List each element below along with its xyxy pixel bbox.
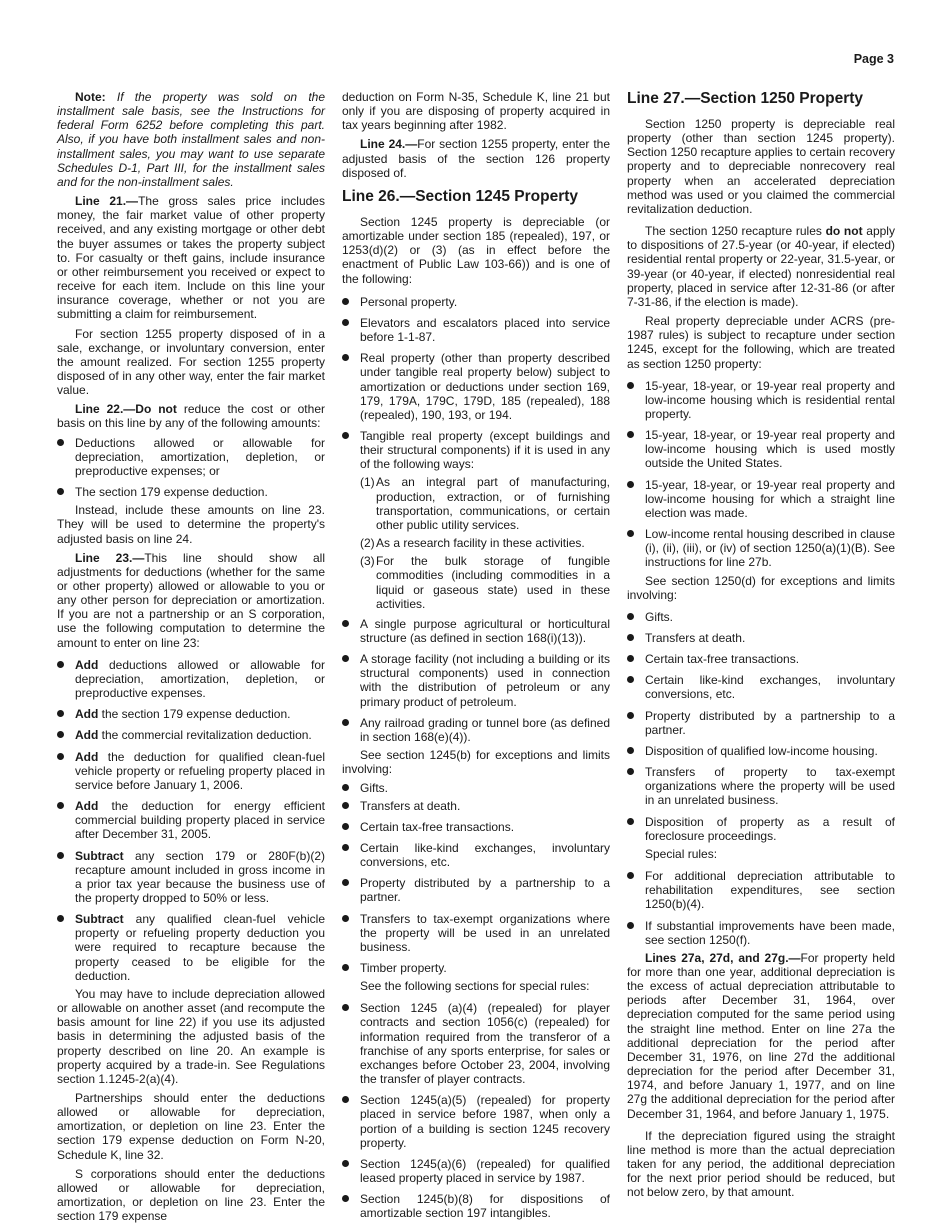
bullet-icon (57, 753, 64, 760)
list-item: Add the deduction for energy efficient commercial building property placed in service after December 31, 2005. (57, 799, 325, 841)
list-item: Transfers to tax-exempt organizations where the property will be used in an unrelated business. (342, 912, 610, 954)
see-1250d-paragraph: See section 1250(d) for exceptions and limits involving: (627, 573, 895, 602)
bullet-icon (342, 915, 349, 922)
bullet-icon (57, 710, 64, 717)
list-item: Add the section 179 expense deduction. (57, 707, 325, 721)
list-item: Timber property. (342, 961, 610, 975)
list-item: 15-year, 18-year, or 19-year real property and low-income housing which is residential rental property. (627, 379, 895, 421)
bullet-icon (57, 439, 64, 446)
list-item: Add the commercial revitalization deduction. (57, 728, 325, 742)
section-1245-heading: Line 26.—Section 1245 Property (342, 187, 579, 205)
bullet-icon (627, 818, 634, 825)
list-item: (2) As a research facility in these activities. (360, 536, 585, 551)
special-rules-intro: See the following sections for special rules: (360, 979, 590, 994)
bullet-icon (342, 319, 349, 326)
list-item: Section 1245(a)(5) (repealed) for property placed in service before 1987, when only a portion of a building is section 1245 recovery property. (342, 1093, 610, 1150)
bullet-icon (57, 802, 64, 809)
bullet-icon (342, 620, 349, 627)
bullet-icon (342, 1096, 349, 1103)
special-rules-list (627, 869, 895, 947)
page-number: Page 3 (853, 52, 894, 66)
bullet-icon (342, 298, 349, 305)
line24-paragraph: Line 24.—For section 1255 property, enter the adjusted basis of the section 126 property disposed of. (342, 137, 611, 180)
list-item: Section 1245(a)(6) (repealed) for qualified leased property placed in service by 1987. (342, 1157, 610, 1185)
straight-line-paragraph: If the depreciation figured using the straight line method is more than the actual depreciation taken for any period, the additional depreciation for the next prior period should be reduced, but not below zero, by that amount. (627, 1128, 895, 1200)
list-item: Low-income rental housing described in clause (i), (ii), (iii), or (iv) of section 1250(a)(1)(B). See instructions for line 27b. (627, 527, 895, 569)
bullet-icon (627, 530, 634, 537)
list-item: Gifts. (342, 781, 610, 795)
exceptions-list (342, 781, 610, 975)
bullet-icon (627, 712, 634, 719)
bullet-icon (342, 879, 349, 886)
bullet-icon (342, 823, 349, 830)
list-item: Certain like-kind exchanges, involuntary conversions, etc. (627, 673, 895, 701)
list-item: Property distributed by a partnership to a partner. (627, 709, 895, 737)
see-1245b-paragraph: See section 1245(b) for exceptions and limits involving: (342, 748, 610, 777)
line21-paragraph: Line 21.—The gross sales price includes money, the fair market value of other property received, and any existing mortgage or other debt the buyer assumes or takes the property subject to. For casualty or theft gains, include insurance or other reimbursement you received or expect to receive for each item. Include on this line your insurance coverage, whether or not you are submitting a claim for reimbursement. (57, 194, 325, 322)
bullet-icon (627, 922, 634, 929)
bullet-icon (627, 872, 634, 879)
bullet-icon (627, 431, 634, 438)
list-item: Section 1245 (a)(4) (repealed) for player contracts and section 1056(c) (repealed) for information required from the transferor of a franchise of any sports enterprise, for sales or exchanges before October 23, 2004, involving the transfer of player contracts. (342, 1001, 610, 1086)
bullet-icon (342, 802, 349, 809)
numbered-list (360, 475, 610, 610)
list-item: Disposition of qualified low-income housing. (627, 744, 895, 758)
include-depreciation-paragraph: You may have to include depreciation allowed or allowable on another asset (and recompute the basis amount for line 22) if you use its adjusted basis in determining the adjusted basis of the property described on line 20. An example is property acquired by a trade-in. See Regulations section 1.1245-2(a)(4). (57, 986, 325, 1086)
bullet-icon (57, 731, 64, 738)
list-item: Add deductions allowed or allowable for depreciation, amortization, depletion, or preproductive expenses. (57, 658, 325, 700)
line23-paragraph: Line 23.—This line should show all adjustments for deductions (whether for the same or other property) allowed or allowable to you or any other person for depreciation or amortization. If you are not a partnership or an S corporation, use the following computation to determine the amount to enter on line 23: (57, 550, 325, 650)
bullet-icon (342, 655, 349, 662)
list-item: Certain tax-free transactions. (627, 652, 895, 666)
list-item: Any railroad grading or tunnel bore (as defined in section 168(e)(4)). (342, 716, 610, 744)
bullet-icon (342, 784, 349, 791)
bullet-icon (57, 488, 64, 495)
column-1 (57, 90, 325, 1228)
bullet-icon (342, 1004, 349, 1011)
continued-paragraph: deduction on Form N-35, Schedule K, line 21 but only if you are disposing of property acquired in tax years beginning after 1982. (342, 90, 610, 133)
bullet-icon (627, 382, 634, 389)
list-item: (3) For the bulk storage of fungible commodities (including commodities in a liquid or gaseous state) used in these activities. (360, 554, 610, 611)
lines27-paragraph: Lines 27a, 27d, and 27g.—For property held for more than one year, additional depreciation is the excess of actual depreciation attributable to periods after December 31, 1964, over depreciation computed for the same period using the straight line method. Enter on line 27a the additional depreciation for the period after December 31, 1976, on line 27d the additional depreciation for the period after December 31, 1974, and before January 1, 1977, and on line 27g the additional depreciation for the period after December 31, 1964, and before January 1, 1975. (627, 950, 895, 1121)
bullet-icon (342, 1195, 349, 1202)
list-item: Subtract any qualified clean-fuel vehicle property or refueling property deduction you were required to recapture because the property ceased to be eligible for the deduction. (57, 912, 325, 983)
bullet-icon (342, 964, 349, 971)
bullet-icon (627, 655, 634, 662)
list-item: A single purpose agricultural or horticultural structure (as defined in section 168(i)(13)). (342, 617, 610, 645)
bullet-icon (57, 915, 64, 922)
line22-instead-paragraph: Instead, include these amounts on line 23. They will be used to determine the property's adjusted basis on line 24. (57, 503, 325, 546)
bullet-icon (627, 768, 634, 775)
list-item: Add the deduction for qualified clean-fuel vehicle property or refueling property placed in service before January 1, 2006. (57, 750, 325, 792)
special-rules-label: Special rules: (645, 846, 718, 861)
bullet-icon (342, 1160, 349, 1167)
bullet-icon (627, 481, 634, 488)
recapture-rules-paragraph: The section 1250 recapture rules do not apply to dispositions of 27.5-year (or 40-year, if elected) residential rental property or 22-year, 31.5-year, or 39-year (or 40-year, if elected) nonresidential real property, placed in service after 12-31-86 (or after 7-31-86, if the election is made). (627, 224, 895, 309)
bullet-icon (627, 747, 634, 754)
bullet-icon (342, 719, 349, 726)
list-item: Transfers at death. (627, 631, 895, 645)
list-item: Elevators and escalators placed into service before 1-1-87. (342, 316, 610, 344)
list-item: Tangible real property (except buildings and their structural components) if it is used in any of the following ways: (342, 429, 610, 471)
list-item: For additional depreciation attributable to rehabilitation expenditures, see section 1250(b)(4). (627, 869, 895, 911)
list-item: Subtract any section 179 or 280F(b)(2) recapture amount included in gross income in a prior tax year because the business use of the property dropped to 50% or less. (57, 849, 325, 906)
section-1245-list (342, 295, 610, 472)
section-1250-intro: Section 1250 property is depreciable real property (other than section 1245 property). Section 1250 recapture applies to certain recovery property and to depreciable nonrecovery real property when an accelerated depreciation method was used or you claimed the commercial revitalization deduction. (627, 117, 895, 216)
list-item: Personal property. (342, 295, 610, 309)
list-item: 15-year, 18-year, or 19-year real property and low-income housing which is used mostly outside the United States. (627, 428, 895, 470)
s-corporations-paragraph: S corporations should enter the deductions allowed or allowable for depreciation, amortization, or depletion on line 23. Enter the section 179 expense (57, 1166, 325, 1224)
list-item: Deductions allowed or allowable for depreciation, amortization, depletion, or preproductive expenses; or (57, 436, 325, 478)
bullet-icon (342, 432, 349, 439)
section-1255-paragraph: For section 1255 property disposed of in a sale, exchange, or involuntary conversion, enter the amount realized. For section 1255 property disposed of in any other way, enter the fair market value. (57, 326, 325, 398)
bullet-icon (57, 661, 64, 668)
list-item: Disposition of property as a result of foreclosure proceedings. (627, 815, 895, 843)
column-3 (627, 90, 895, 1204)
column-2 (342, 90, 610, 1227)
list-item: A storage facility (not including a building or its structural components) used in connection with the distribution of petroleum or any primary product of petroleum. (342, 652, 610, 709)
bullet-icon (57, 852, 64, 859)
partnerships-paragraph: Partnerships should enter the deductions allowed or allowable for depreciation, amortization, or depletion on line 23. Enter the section 179 expense deduction on Form N-20, Schedule K, line 32. (57, 1091, 325, 1162)
list-item: Section 1245(b)(8) for dispositions of amortizable section 197 intangibles. (342, 1192, 610, 1220)
list-item: 15-year, 18-year, or 19-year real property and low-income housing for which a straight line election was made. (627, 478, 895, 520)
list-item: Transfers of property to tax-exempt organizations where the property will be used in an unrelated business. (627, 765, 895, 807)
bullet-icon (627, 676, 634, 683)
list-item: Property distributed by a partnership to a partner. (342, 876, 610, 904)
note-paragraph: Note: If the property was sold on the installment sale basis, see the Instructions for federal Form 6252 before completing this part. Also, if you have both installment sales and non-installment sales, you may want to use separate Schedules D-1, Part III, for the installment sales and for the non-installment sales. (57, 90, 325, 189)
list-item: (1) As an integral part of manufacturing, production, extraction, or of furnishing transportation, communications, or certain other public utility services. (360, 475, 610, 532)
line22-list (57, 436, 325, 500)
line23-list (57, 658, 325, 983)
bullet-icon (342, 354, 349, 361)
acrs-paragraph: Real property depreciable under ACRS (pre-1987 rules) is subject to recapture under section 1245, except for the following, which are treated as section 1250 property: (627, 314, 895, 371)
list-item: Gifts. (627, 610, 895, 624)
section-1245-intro: Section 1245 property is depreciable (or amortizable under section 185 (repealed), 197, or 1253(d)(2) or (3) (as in effect before the enactment of Public Law 103-66)) and is one of the following: (342, 214, 610, 286)
list-item: Certain like-kind exchanges, involuntary conversions, etc. (342, 841, 610, 869)
list-item: Certain tax-free transactions. (342, 820, 610, 834)
list-item: If substantial improvements have been made, see section 1250(f). (627, 919, 895, 947)
list-item: The section 179 expense deduction. (57, 485, 325, 499)
bullet-icon (627, 634, 634, 641)
section-1245-list-b (342, 617, 610, 744)
acrs-list (627, 379, 895, 570)
list-item: Transfers at death. (342, 799, 610, 813)
bullet-icon (342, 844, 349, 851)
section-1250-heading: Line 27.—Section 1250 Property (627, 90, 864, 107)
line22-paragraph: Line 22.—Do not reduce the cost or other basis on this line by any of the following amounts: (57, 402, 325, 431)
list-item: Real property (other than property described under tangible real property below) subject to amortization or deductions under section 169, 179, 179A, 179C, 179D, 185 (repealed), 188 (repealed), 190, 193, or 194. (342, 351, 610, 422)
exceptions-list (627, 610, 895, 843)
bullet-icon (627, 613, 634, 620)
special-rules-list (342, 1001, 610, 1220)
